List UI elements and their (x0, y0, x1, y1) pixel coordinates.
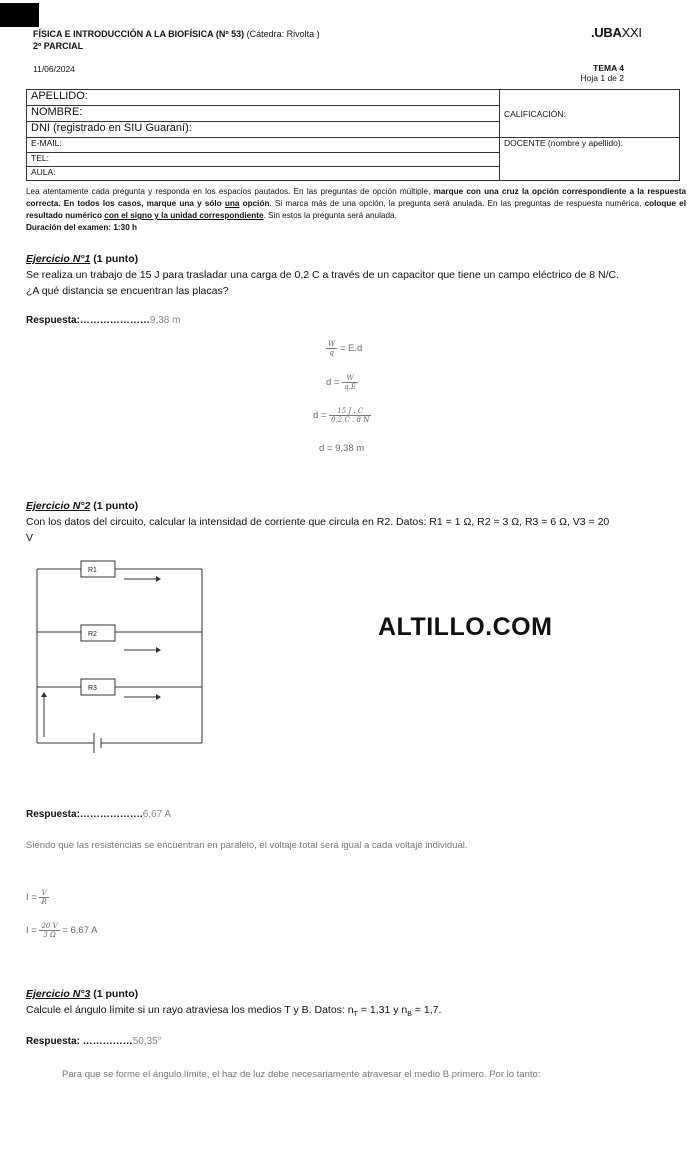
exam-date: 11/06/2024 (33, 64, 75, 74)
ex2-response: Respuesta:……………….6,67 A (26, 809, 172, 820)
arrow-source (41, 692, 47, 697)
ex1-eq3: d = $\frac{15 J . C}{0,2 C . 8 N}$ (313, 407, 370, 424)
exam-name: 2º PARCIAL (33, 41, 84, 51)
ex1-response: Respuesta:…………………9,38 m (26, 315, 181, 326)
ex2-heading: Ejercicio N°2 (1 punto) (26, 500, 139, 512)
exam-theme: TEMA 4 (593, 63, 624, 73)
ex3-heading: Ejercicio N°3 (1 punto) (26, 988, 139, 1000)
course-name: FÍSICA E INTRODUCCIÓN A LA BIOFÍSICA (Nº 53) (33, 29, 245, 39)
resistor-r2 (81, 625, 115, 641)
field-dni[interactable]: DNI (registrado en SIU Guaraní): (27, 122, 500, 138)
course-title (33, 29, 320, 39)
arrow-r1 (156, 576, 161, 582)
field-aula[interactable]: AULA: (27, 167, 500, 181)
ex3-response: Respuesta: ……………50,35° (26, 1036, 162, 1047)
ex1-eq4: d = 9,38 m (319, 443, 365, 454)
course-chair: (Cátedra: Rivolta ) (246, 29, 320, 39)
field-nombre[interactable]: NOMBRE: (27, 106, 500, 122)
uba-logo (591, 25, 642, 40)
exam-duration: Duración del examen: 1:30 h (26, 223, 138, 232)
circuit-diagram (30, 555, 210, 755)
ex3-question: Calcule el ángulo límite si un rayo atraviesa los medios T y B. Datos: $n_T = 1,31$ y $n_B = 1,7$. (26, 1004, 442, 1019)
watermark-altillo: ALTILLO.COM (378, 613, 553, 641)
ex2-answer: 6,67 A (142, 809, 172, 820)
label-r1: R1 (88, 567, 97, 574)
ex1-heading: Ejercicio N°1 (1 punto) (26, 253, 139, 265)
ex2-eq1: I = $\frac{V}{R}$ (26, 889, 47, 906)
ex1-eq1: $\frac{W}{q}$ = E.d (328, 340, 363, 357)
ex2-eq2: I = $\frac{20 V}{3 \Omega}$ = 6,67 A (26, 922, 98, 939)
ex3-answer: 50,35° (132, 1036, 162, 1047)
field-email[interactable]: E-MAIL: (27, 138, 500, 153)
label-r2: R2 (88, 631, 97, 638)
arrow-r2 (156, 647, 161, 653)
field-tel[interactable]: TEL: (27, 153, 500, 167)
ex1-question: Se realiza un trabajo de 15 J para trasladar una carga de 0,2 C a través de un capacitor que tiene un campo eléctrico de 8 N/C. ¿A qué distancia se encuentran las placas? (26, 269, 620, 297)
ex2-explanation: Siendo que las resistencias se encuentran en paralelo, el voltaje total será igual a cada voltaje individual. (26, 840, 468, 851)
field-docente[interactable]: DOCENTE (nombre y apellido): (500, 138, 680, 181)
exam-sheet: Hoja 1 de 2 (580, 73, 624, 83)
ex1-answer: 9,38 m (149, 315, 181, 326)
resistor-r1 (81, 561, 115, 577)
ex3-explanation: Para que se forme el ángulo límite, el haz de luz debe necesariamente atravesar el medio B primero. Por lo tanto: (62, 1069, 541, 1080)
student-form (26, 89, 680, 181)
redaction-block (0, 3, 39, 27)
ex2-question: Con los datos del circuito, calcular la intensidad de corriente que circula en R2. Datos: R1 = 1 Ω, R2 = 3 Ω, R3 = 6 Ω, V3 = 20 V (26, 516, 610, 544)
label-r3: R3 (88, 685, 97, 692)
uba-logo-xxi: XXI (621, 25, 642, 40)
arrow-r3 (156, 694, 161, 700)
uba-logo-main: .UBA (591, 25, 622, 40)
field-calificacion[interactable]: CALIFICACIÓN: (500, 90, 680, 138)
field-apellido[interactable]: APELLIDO: (27, 90, 500, 106)
instructions: Lea atentamente cada pregunta y responda en los espacios pautados. En las preguntas de opción múltiple, marque con una cruz la opción correspondiente a la respuesta correcta. En todos los casos, marque una y sólo una opción. Si marca más de una opción, la pregunta será anulada. En las preguntas de respuesta numérica, coloque el resultado numérico con el signo y la unidad correspondiente. Sin estos la pregunta será anulada. Duración del examen: 1:30 h (26, 187, 687, 232)
ex1-eq2: d = $\frac{W}{q.E}$ (326, 374, 356, 391)
resistor-r3 (81, 679, 115, 695)
